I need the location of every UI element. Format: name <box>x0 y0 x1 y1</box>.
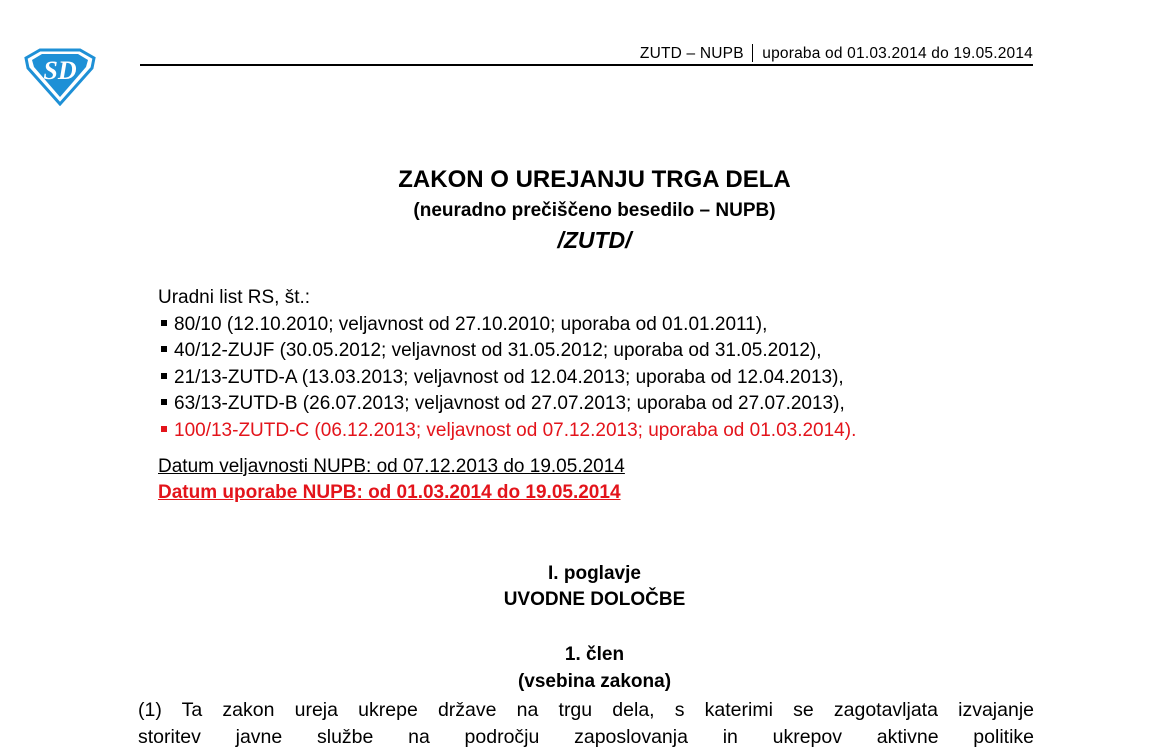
sd-logo <box>22 48 96 106</box>
bullet-icon <box>161 346 167 352</box>
header-doc-code: ZUTD – NUPB <box>639 45 744 62</box>
gazette-item <box>158 338 856 365</box>
law-title: ZAKON O UREJANJU TRGA DELA <box>398 166 791 193</box>
bullet-icon <box>161 426 167 432</box>
gazette-item <box>158 365 856 392</box>
law-subtitle: (neuradno prečiščeno besedilo – NUPB) <box>413 200 776 221</box>
bullet-icon <box>161 320 167 326</box>
logo-lettering: SD <box>43 56 77 85</box>
article-number: 1. člen <box>564 644 625 665</box>
running-header <box>140 44 1033 63</box>
gazette-item-latest <box>158 418 856 445</box>
header-separator <box>752 44 754 62</box>
bullet-icon <box>161 399 167 405</box>
gazette-item-text: 100/13-ZUTD-C (06.12.2013; veljavnost od 07.12.2013; uporaba od 01.03.2014). <box>174 419 857 441</box>
gazette-item-text: 63/13-ZUTD-B (26.07.2013; veljavnost od 27.07.2013; uporaba od 27.07.2013), <box>174 393 845 414</box>
gazette-label: Uradni list RS, št.: <box>158 287 311 308</box>
bullet-icon <box>161 373 167 379</box>
gazette-item-text: 40/12-ZUJF (30.05.2012; veljavnost od 31.05.2012; uporaba od 31.05.2012), <box>174 340 822 361</box>
gazette-item-text: 21/13-ZUTD-A (13.03.2013; veljavnost od 12.04.2013; uporaba od 12.04.2013), <box>174 366 844 388</box>
article-paragraph-line: storitev javne službe na področju zaposlovanja in ukrepov aktivne politike <box>138 726 1034 748</box>
chapter-name: UVODNE DOLOČBE <box>503 589 686 610</box>
gazette-item-text: 80/10 (12.10.2010; veljavnost od 27.10.2010; uporaba od 01.01.2011), <box>174 313 768 335</box>
header-usage-period: uporaba od 01.03.2014 do 19.05.2014 <box>762 45 1033 62</box>
gazette-item <box>158 391 856 418</box>
validity-date: Datum veljavnosti NUPB: od 07.12.2013 do 19.05.2014 <box>158 456 625 477</box>
article-heading: (vsebina zakona) <box>517 671 672 692</box>
chapter-number: I. poglavje <box>548 563 641 584</box>
header-rule <box>140 64 1033 66</box>
gazette-item <box>158 312 856 339</box>
law-abbreviation: /ZUTD/ <box>557 227 632 253</box>
article-paragraph-line: (1) Ta zakon ureja ukrepe države na trgu dela, s katerimi se zagotavljata izvajanje <box>138 699 1034 721</box>
usage-date: Datum uporabe NUPB: od 01.03.2014 do 19.05.2014 <box>158 482 621 503</box>
gazette-list <box>158 285 856 444</box>
